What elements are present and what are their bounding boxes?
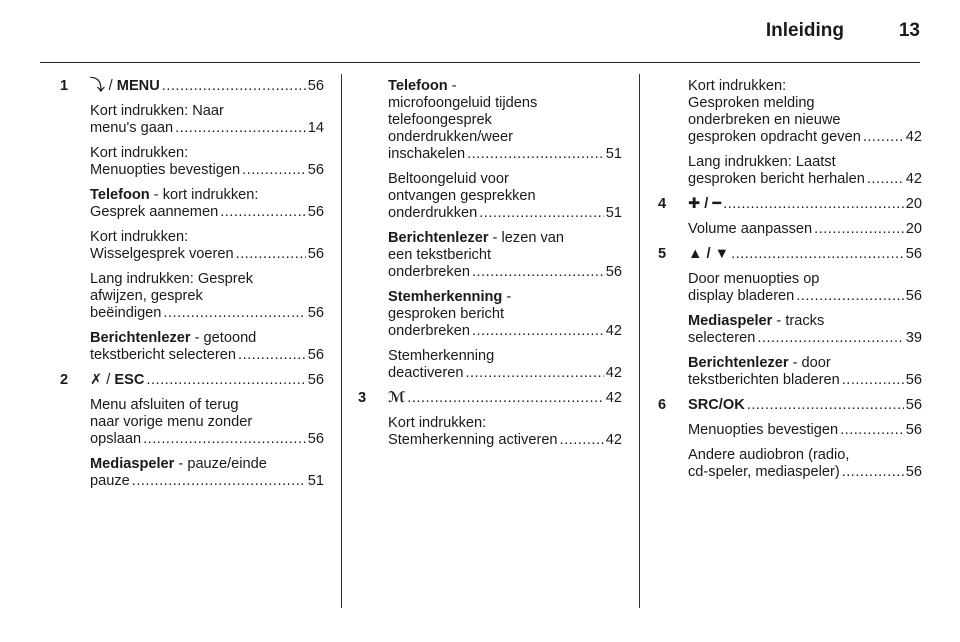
voice-command-icon: ℳ	[388, 390, 406, 406]
key-name: ESC	[114, 372, 145, 388]
index-entry: Beltoongeluid voor ontvangen gesprekken onderdrukken ..... 51	[388, 171, 622, 222]
index-entry: Kort indrukken: Wisselgesprek voeren ..... 56	[90, 229, 324, 263]
index-entry: Telefoon - kort indrukken: Gesprek aannemen ..... 56	[90, 187, 324, 221]
up-down-arrow-icon: ▲ / ▼	[688, 246, 730, 262]
page-ref: 56	[307, 78, 324, 94]
page-ref: 56	[605, 264, 622, 280]
page-ref: 56	[905, 397, 922, 413]
index-entry: Kort indrukken: Stemherkenning activeren ..... 42	[388, 415, 622, 449]
index-entry: Volume aanpassen ..... 20	[688, 221, 922, 238]
key-name: SRC/OK	[688, 397, 745, 413]
index-entry	[688, 246, 922, 263]
page-header	[0, 0, 960, 64]
index-entry	[688, 397, 922, 414]
index-entry: Menuopties bevestigen ..... 56	[688, 422, 922, 439]
index-entry	[388, 390, 622, 407]
item-number: 3	[358, 390, 367, 406]
page-ref: 56	[307, 305, 324, 321]
index-entry: Door menuopties op display bladeren ..... 56	[688, 271, 922, 305]
control-item-2	[60, 372, 324, 490]
page-ref: 14	[307, 120, 324, 136]
page-ref: 56	[905, 288, 922, 304]
control-item-2-cont	[358, 78, 622, 382]
index-entry: Berichtenlezer - getoond tekstbericht selecteren ..... 56	[90, 330, 324, 364]
page-ref: 51	[605, 205, 622, 221]
page-ref: 42	[905, 171, 922, 187]
page-ref: 42	[605, 432, 622, 448]
page-ref: 56	[905, 422, 922, 438]
item-number: 2	[60, 372, 69, 388]
page-title: Inleiding	[765, 20, 844, 41]
page-ref: 42	[605, 365, 622, 381]
control-item-3-cont	[658, 78, 922, 188]
plus-minus-icon: ✚ / ━	[688, 196, 722, 212]
item-number: 5	[658, 246, 667, 262]
control-item-3	[358, 390, 622, 449]
index-entry: Berichtenlezer - door tekstberichten bladeren ..... 56	[688, 355, 922, 389]
column-divider-2	[639, 74, 640, 608]
index-entry: Kort indrukken: Menuopties bevestigen ..... 56	[90, 145, 324, 179]
index-entry: Lang indrukken: Laatst gesproken bericht herhalen ..... 42	[688, 154, 922, 188]
page-ref: 56	[307, 431, 324, 447]
index-entry: Mediaspeler - pauze/einde pauze ..... 51	[90, 456, 324, 490]
page-ref: 42	[605, 323, 622, 339]
header-rule	[40, 62, 920, 63]
page-ref: 56	[307, 372, 324, 388]
column-divider-1	[341, 74, 342, 608]
key-name: MENU	[116, 78, 160, 94]
back-arrow-icon: ⤵	[90, 78, 105, 94]
item-number: 6	[658, 397, 667, 413]
item-number: 4	[658, 196, 667, 212]
index-entry: Kort indrukken: Naar menu's gaan ..... 14	[90, 103, 324, 137]
index-entry: ⤵ / MENU ..... 56	[90, 78, 324, 95]
control-item-1	[60, 78, 324, 364]
column-2	[358, 78, 622, 457]
index-entry: Stemherkenning - gesproken bericht onderbreken ..... 42	[388, 289, 622, 340]
index-entry: Mediaspeler - tracks selecteren ..... 39	[688, 313, 922, 347]
page-ref: 51	[307, 473, 324, 489]
page-ref: 56	[905, 464, 922, 480]
control-item-6	[658, 397, 922, 481]
page-ref: 20	[905, 221, 922, 237]
control-item-4	[658, 196, 922, 238]
page-ref: 39	[905, 330, 922, 346]
page-ref: 56	[905, 246, 922, 262]
page-number: 13	[898, 20, 920, 41]
page-ref: 42	[605, 390, 622, 406]
column-3	[658, 78, 922, 489]
index-entry: ✗ / ESC ..... 56	[90, 372, 324, 389]
index-entry	[688, 196, 922, 213]
page-ref: 56	[307, 204, 324, 220]
index-entry: Andere audiobron (radio, cd-speler, mediaspeler) ..... 56	[688, 447, 922, 481]
column-1	[60, 78, 324, 498]
index-entry: Lang indrukken: Gesprek afwijzen, gesprek beëindigen ..... 56	[90, 271, 324, 322]
index-entry: Telefoon - microfoongeluid tijdens telefoongesprek onderdrukken/weer inschakelen ..... 51	[388, 78, 622, 163]
page-ref: 51	[605, 146, 622, 162]
index-entry: Berichtenlezer - lezen van een tekstbericht onderbreken ..... 56	[388, 230, 622, 281]
page-ref: 56	[307, 162, 324, 178]
index-entry: Kort indrukken: Gesproken melding onderbreken en nieuwe gesproken opdracht geven ..... 42	[688, 78, 922, 146]
item-number: 1	[60, 78, 69, 94]
page-ref: 56	[905, 372, 922, 388]
page-ref: 56	[307, 246, 324, 262]
control-item-5	[658, 246, 922, 389]
escape-icon: ✗	[90, 372, 103, 388]
index-entry: Menu afsluiten of terug naar vorige menu zonder opslaan ..... 56	[90, 397, 324, 448]
page-ref: 42	[905, 129, 922, 145]
page-ref: 56	[307, 347, 324, 363]
page-ref: 20	[905, 196, 922, 212]
index-entry: Stemherkenning deactiveren ..... 42	[388, 348, 622, 382]
